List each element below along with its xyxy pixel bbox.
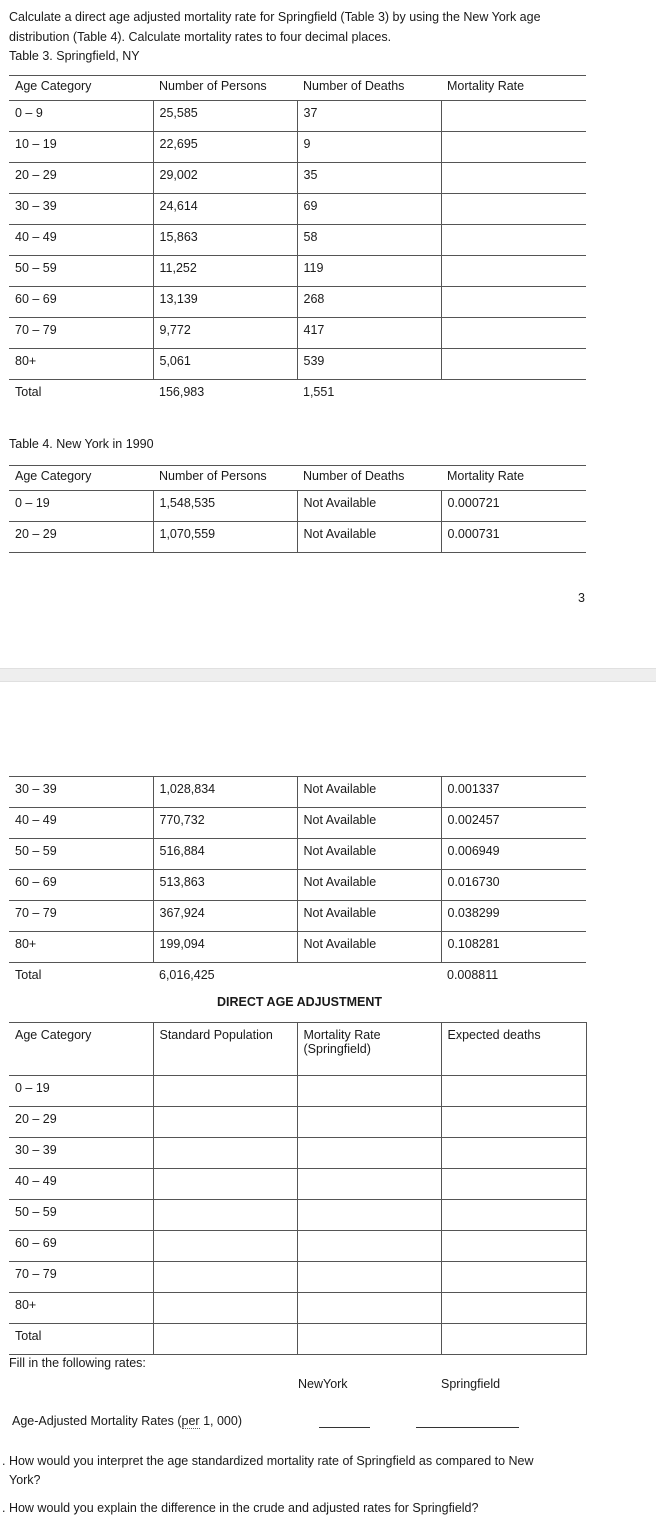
adjust-age-cell: 0 – 19 [9,1076,153,1107]
question-1-line1: . How would you interpret the age standardized mortality rate of Springfield as compared to New [2,1454,534,1468]
number-of-persons-cell: 5,061 [153,349,297,380]
age-category-cell: 0 – 19 [9,491,153,522]
age-category-cell: 80+ [9,932,153,963]
number-of-deaths-cell: 37 [297,101,441,132]
adjust-age-cell: 70 – 79 [9,1262,153,1293]
table-row [9,870,586,901]
adjust-standard-population-cell[interactable] [153,1231,297,1262]
age-category-cell: 40 – 49 [9,225,153,256]
header-number-of-deaths: Number of Deaths [297,466,441,491]
table-row [9,491,586,522]
number-of-persons-cell: 1,548,535 [153,491,297,522]
number-of-persons-cell: 29,002 [153,163,297,194]
mortality-rate-cell: 0.002457 [441,808,586,839]
number-of-deaths-cell: Not Available [297,932,441,963]
adjust-expected-deaths-cell[interactable] [441,1200,586,1231]
total-row [9,380,586,411]
page-separator [0,668,656,682]
adjust-age-cell: 60 – 69 [9,1231,153,1262]
table-row [9,839,586,870]
adjust-standard-population-cell[interactable] [153,1138,297,1169]
instructions-line-1: Calculate a direct age adjusted mortality rate for Springfield (Table 3) by using the New York age [9,10,541,24]
number-of-persons-cell: 770,732 [153,808,297,839]
adjust-expected-deaths-cell[interactable] [441,1293,586,1324]
mortality-rate-cell[interactable] [441,132,586,163]
adjust-expected-deaths-cell[interactable] [441,1169,586,1200]
rate-suffix: 1, 000) [199,1414,242,1428]
adjust-standard-population-cell[interactable] [153,1200,297,1231]
age-adjusted-rates-label [12,1414,242,1428]
number-of-deaths-cell: Not Available [297,870,441,901]
adjust-mortality-rate-cell[interactable] [297,1200,441,1231]
adjust-standard-population-cell[interactable] [153,1293,297,1324]
adjust-mortality-rate-cell[interactable] [297,1076,441,1107]
adjust-age-cell: 30 – 39 [9,1138,153,1169]
number-of-persons-cell: 6,016,425 [153,963,297,994]
table-row [9,901,586,932]
number-of-deaths-cell: 119 [297,256,441,287]
age-category-cell: 80+ [9,349,153,380]
table-row [9,194,586,225]
age-category-cell: 20 – 29 [9,163,153,194]
number-of-deaths-cell: 58 [297,225,441,256]
question-1 [2,1452,534,1490]
adjust-standard-population-cell[interactable] [153,1107,297,1138]
adjust-expected-deaths-cell[interactable] [441,1231,586,1262]
header-number-of-persons: Number of Persons [153,76,297,101]
adjust-row [9,1231,586,1262]
number-of-deaths-cell: 268 [297,287,441,318]
number-of-deaths-cell: 9 [297,132,441,163]
header-mortality-rate: Mortality Rate [441,466,586,491]
instructions-line-2: distribution (Table 4). Calculate mortality rates to four decimal places. [9,29,392,44]
adjust-standard-population-cell[interactable] [153,1076,297,1107]
adjust-header-age: Age Category [9,1023,153,1076]
table-row [9,318,586,349]
table-row [9,163,586,194]
newyork-answer-blank[interactable] [319,1427,370,1428]
adjust-standard-population-cell[interactable] [153,1324,297,1355]
mortality-rate-cell[interactable] [441,225,586,256]
number-of-persons-cell: 199,094 [153,932,297,963]
table3-header-row [9,76,586,101]
col-springfield-label: Springfield [441,1377,501,1391]
total-row [9,963,586,994]
adjust-mortality-rate-cell[interactable] [297,1324,441,1355]
table-row [9,932,586,963]
adjust-row [9,1169,586,1200]
number-of-deaths-cell: Not Available [297,901,441,932]
adjust-age-cell: 40 – 49 [9,1169,153,1200]
table-row [9,287,586,318]
table-row [9,132,586,163]
adjust-row [9,1262,586,1293]
adjust-row [9,1107,586,1138]
header-age-category: Age Category [9,466,153,491]
adjust-row [9,1138,586,1169]
rate-prefix: Age-Adjusted Mortality Rates ( [12,1414,182,1428]
adjust-row [9,1076,586,1107]
number-of-deaths-cell: 539 [297,349,441,380]
number-of-deaths-cell: Not Available [297,808,441,839]
springfield-answer-blank[interactable] [416,1427,519,1428]
adjust-header-rate-line1: Mortality Rate [303,1028,381,1042]
mortality-rate-cell: 0.008811 [441,963,586,994]
mortality-rate-cell: 0.000731 [441,522,586,553]
age-category-cell: 60 – 69 [9,870,153,901]
adjust-mortality-rate-cell[interactable] [297,1262,441,1293]
mortality-rate-cell[interactable] [441,256,586,287]
age-category-cell: 30 – 39 [9,777,153,808]
adjust-expected-deaths-cell[interactable] [441,1107,586,1138]
number-of-deaths-cell: Not Available [297,839,441,870]
adjust-standard-population-cell[interactable] [153,1169,297,1200]
adjust-mortality-rate-cell[interactable] [297,1293,441,1324]
number-of-persons-cell: 22,695 [153,132,297,163]
age-category-cell: Total [9,380,153,411]
number-of-deaths-cell: Not Available [297,522,441,553]
table-row [9,349,586,380]
number-of-persons-cell: 15,863 [153,225,297,256]
adjust-mortality-rate-cell[interactable] [297,1169,441,1200]
number-of-deaths-cell: 35 [297,163,441,194]
mortality-rate-cell[interactable] [441,101,586,132]
number-of-deaths-cell: 69 [297,194,441,225]
mortality-rate-cell: 0.001337 [441,777,586,808]
adjust-header-expected: Expected deaths [441,1023,586,1076]
direct-age-adjustment-title: DIRECT AGE ADJUSTMENT [217,995,383,1009]
age-category-cell: 50 – 59 [9,256,153,287]
table4-header-row [9,466,586,491]
number-of-deaths-cell: Not Available [297,491,441,522]
mortality-rate-cell[interactable] [441,380,586,411]
table-row [9,225,586,256]
table-row [9,808,586,839]
adjust-age-cell: 20 – 29 [9,1107,153,1138]
adjust-row [9,1293,586,1324]
page-number: 3 [578,591,585,605]
mortality-rate-cell[interactable] [441,163,586,194]
adjust-total-row [9,1324,586,1355]
table-row [9,101,586,132]
age-category-cell: 70 – 79 [9,318,153,349]
adjust-expected-deaths-cell[interactable] [441,1262,586,1293]
age-category-cell: 50 – 59 [9,839,153,870]
adjust-header-rate [297,1023,441,1076]
number-of-persons-cell: 11,252 [153,256,297,287]
age-category-cell: 60 – 69 [9,287,153,318]
age-category-cell: 30 – 39 [9,194,153,225]
mortality-rate-cell[interactable] [441,194,586,225]
table4-new-york-part2 [9,776,586,994]
header-age-category: Age Category [9,76,153,101]
age-category-cell: 20 – 29 [9,522,153,553]
table3-title: Table 3. Springfield, NY [9,49,140,63]
instructions [9,8,609,67]
age-category-cell: 70 – 79 [9,901,153,932]
age-category-cell: Total [9,963,153,994]
adjust-age-cell: 50 – 59 [9,1200,153,1231]
number-of-persons-cell: 24,614 [153,194,297,225]
question-1-line2: York? [9,1473,41,1487]
number-of-persons-cell: 513,863 [153,870,297,901]
mortality-rate-cell: 0.038299 [441,901,586,932]
adjust-header-row [9,1023,586,1076]
col-newyork-label: NewYork [298,1377,348,1391]
header-mortality-rate: Mortality Rate [441,76,586,101]
age-category-cell: 10 – 19 [9,132,153,163]
number-of-persons-cell: 25,585 [153,101,297,132]
adjust-expected-deaths-cell[interactable] [441,1138,586,1169]
number-of-deaths-cell [297,963,441,994]
adjust-header-standard: Standard Population [153,1023,297,1076]
table3-springfield [9,75,586,411]
mortality-rate-cell[interactable] [441,318,586,349]
number-of-deaths-cell: Not Available [297,777,441,808]
number-of-persons-cell: 367,924 [153,901,297,932]
number-of-persons-cell: 13,139 [153,287,297,318]
number-of-persons-cell: 516,884 [153,839,297,870]
mortality-rate-cell[interactable] [441,349,586,380]
adjust-mortality-rate-cell[interactable] [297,1138,441,1169]
number-of-deaths-cell: 417 [297,318,441,349]
mortality-rate-cell: 0.000721 [441,491,586,522]
mortality-rate-cell: 0.016730 [441,870,586,901]
number-of-persons-cell: 1,028,834 [153,777,297,808]
age-category-cell: 40 – 49 [9,808,153,839]
number-of-persons-cell: 1,070,559 [153,522,297,553]
adjust-age-cell: 80+ [9,1293,153,1324]
mortality-rate-cell: 0.108281 [441,932,586,963]
adjust-header-rate-line2: (Springfield) [303,1042,371,1056]
header-number-of-persons: Number of Persons [153,466,297,491]
adjust-standard-population-cell[interactable] [153,1262,297,1293]
mortality-rate-cell[interactable] [441,287,586,318]
table-row [9,777,586,808]
table-row [9,256,586,287]
question-2: . How would you explain the difference in the crude and adjusted rates for Springfield? [2,1501,479,1515]
fill-in-label: Fill in the following rates: [9,1356,146,1370]
rate-per: per [181,1414,200,1428]
number-of-deaths-cell: 1,551 [297,380,441,411]
direct-age-adjustment-table [9,1022,587,1355]
adjust-age-cell: Total [9,1324,153,1355]
adjust-mortality-rate-cell[interactable] [297,1231,441,1262]
adjust-expected-deaths-cell[interactable] [441,1324,586,1355]
header-number-of-deaths: Number of Deaths [297,76,441,101]
number-of-persons-cell: 156,983 [153,380,297,411]
adjust-mortality-rate-cell[interactable] [297,1107,441,1138]
adjust-expected-deaths-cell[interactable] [441,1076,586,1107]
age-category-cell: 0 – 9 [9,101,153,132]
number-of-persons-cell: 9,772 [153,318,297,349]
table4-title: Table 4. New York in 1990 [9,437,154,451]
mortality-rate-cell: 0.006949 [441,839,586,870]
adjust-row [9,1200,586,1231]
table-row [9,522,586,553]
table4-new-york-part1 [9,465,586,553]
